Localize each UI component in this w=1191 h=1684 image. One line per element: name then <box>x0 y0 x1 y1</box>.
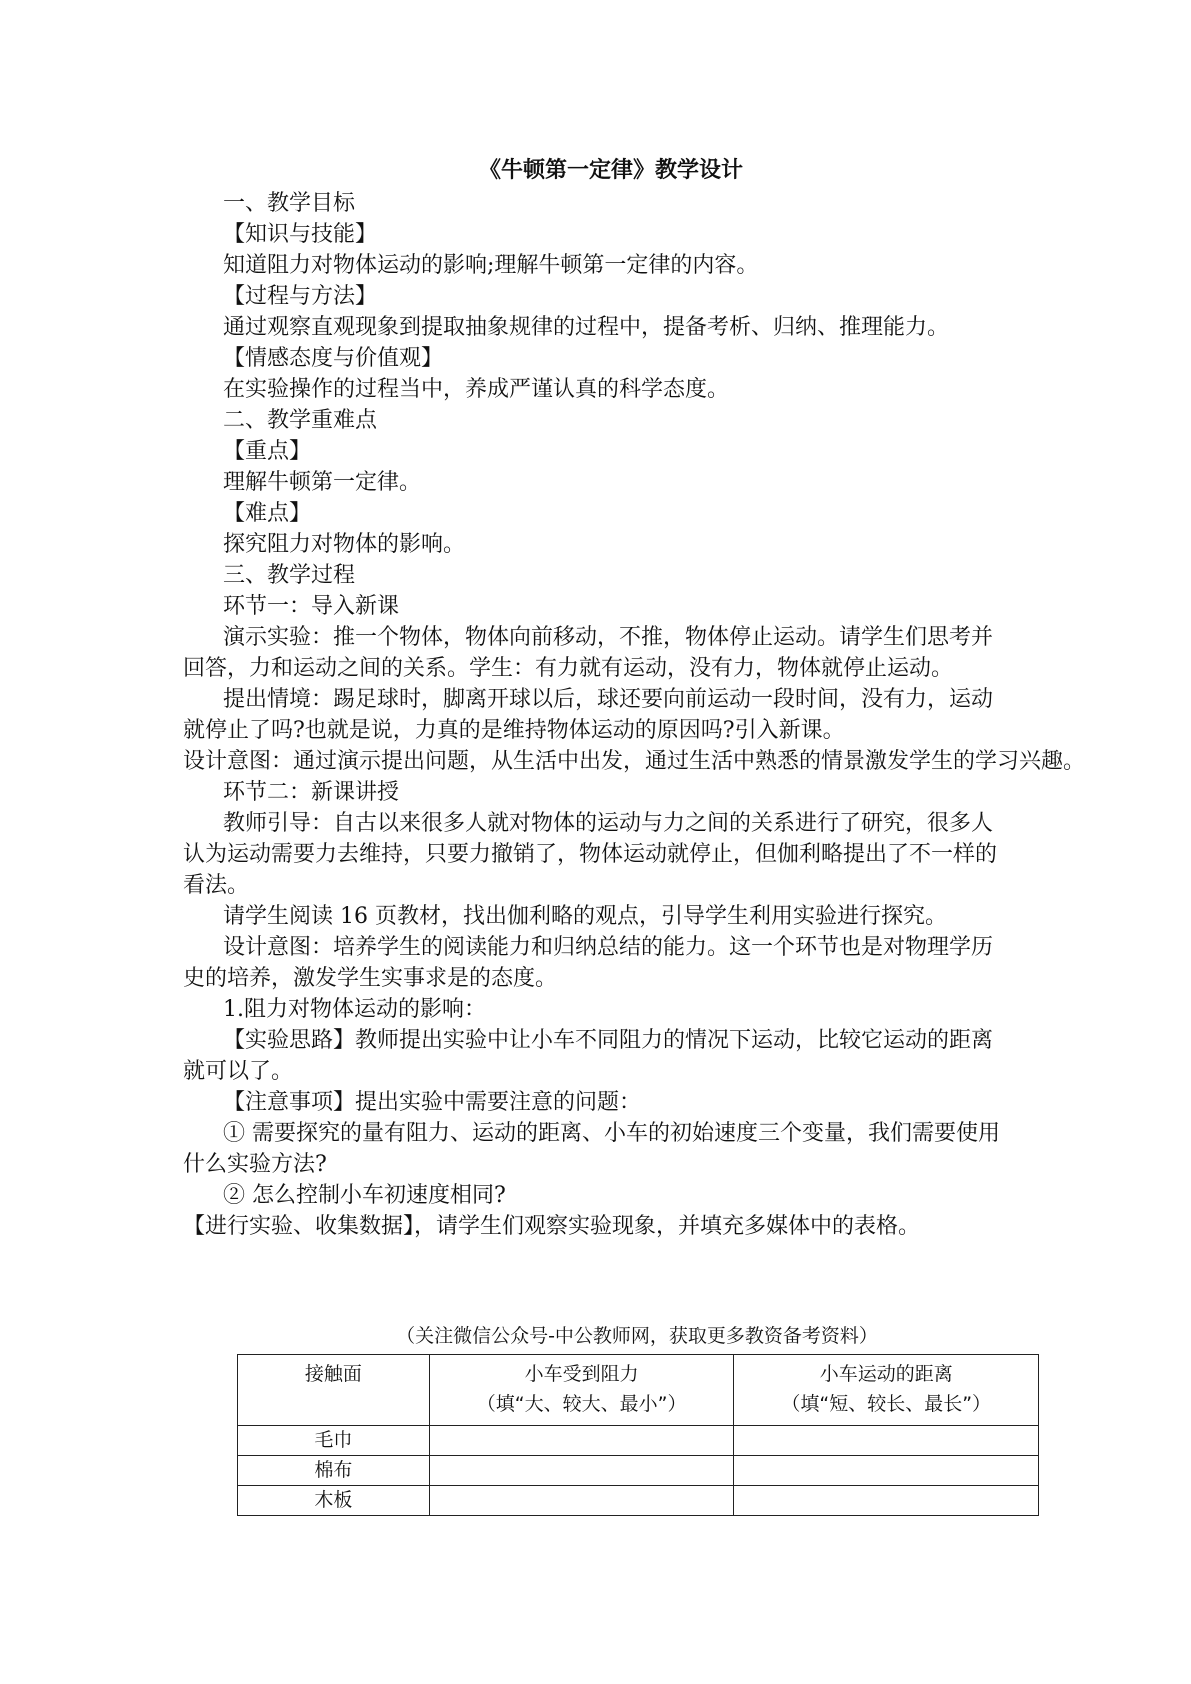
surface-cell: 棉布 <box>238 1456 430 1486</box>
content-line: 通过观察直观现象到提取抽象规律的过程中，提备考析、归纳、推理能力。 <box>223 315 950 340</box>
content-line: 设计意图：通过演示提出问题，从生活中出发，通过生活中熟悉的情景激发学生的学习兴趣。 <box>183 749 1086 774</box>
header-friction <box>429 1355 734 1426</box>
content-line: 【实验思路】教师提出实验中让小车不同阻力的情况下运动，比较它运动的距离就可以了。 <box>183 1028 994 1084</box>
content-line: 【重点】 <box>223 439 312 464</box>
document-title: 《牛顿第一定律》教学设计 <box>478 157 743 183</box>
table-body <box>238 1426 1039 1516</box>
table-header-row <box>238 1355 1039 1426</box>
header-surface <box>238 1355 430 1426</box>
table-row <box>238 1486 1039 1516</box>
header-text-line: （填“大、较大、最小”） <box>476 1393 687 1415</box>
answer-cell[interactable] <box>734 1456 1039 1486</box>
content-line: 知道阻力对物体运动的影响;理解牛顿第一定律的内容。 <box>223 253 759 278</box>
content-line: ① 需要探究的量有阻力、运动的距离、小车的初始速度三个变量，我们需要使用什么实验方法? <box>183 1121 1000 1177</box>
content-line: 在实验操作的过程当中，养成严谨认真的科学态度。 <box>223 377 730 402</box>
surface-cell: 毛巾 <box>238 1426 430 1456</box>
experiment-table <box>237 1354 1039 1516</box>
table-row <box>238 1426 1039 1456</box>
content-line: 提出情境：踢足球时，脚离开球以后，球还要向前运动一段时间，没有力，运动就停止了吗?也就是说，力真的是维持物体运动的原因吗?引入新课。 <box>183 687 994 743</box>
answer-cell[interactable] <box>429 1486 734 1516</box>
header-text-line: （填“短、较长、最长”） <box>781 1393 992 1415</box>
content-line: 【进行实验、收集数据】，请学生们观察实验现象，并填充多媒体中的表格。 <box>183 1214 921 1239</box>
answer-cell[interactable] <box>734 1486 1039 1516</box>
content-line: 演示实验：推一个物体，物体向前移动，不推，物体停止运动。请学生们思考并回答，力和运动之间的关系。学生：有力就有运动，没有力，物体就停止运动。 <box>183 625 994 681</box>
content-line: 【情感态度与价值观】 <box>223 346 444 371</box>
content-line: 1.阻力对物体运动的影响： <box>223 997 486 1022</box>
content-line: 【过程与方法】 <box>223 284 378 309</box>
answer-cell[interactable] <box>429 1456 734 1486</box>
content-line: ② 怎么控制小车初速度相同? <box>223 1183 506 1208</box>
answer-cell[interactable] <box>429 1426 734 1456</box>
content-line: 请学生阅读 16 页教材，找出伽利略的观点，引导学生利用实验进行探究。 <box>223 904 947 929</box>
content-line: 环节一：导入新课 <box>223 594 400 619</box>
content-line: 一、教学目标 <box>223 191 356 216</box>
content-line: 【知识与技能】 <box>223 222 378 247</box>
header-text-line: 小车运动的距离 <box>819 1363 953 1385</box>
table-row <box>238 1456 1039 1486</box>
content-line: 探究阻力对物体的影响。 <box>223 532 466 557</box>
answer-cell[interactable] <box>734 1426 1039 1456</box>
content-line: 环节二：新课讲授 <box>223 780 400 805</box>
content-line: 设计意图：培养学生的阅读能力和归纳总结的能力。这一个环节也是对物理学历史的培养，激发学生实事求是的态度。 <box>183 935 994 991</box>
content-lines <box>183 188 1086 1242</box>
header-text-line: 接触面 <box>304 1363 362 1385</box>
content-line: 教师引导：自古以来很多人就对物体的运动与力之间的关系进行了研究，很多人认为运动需要力去维持，只要力撤销了，物体运动就停止，但伽利略提出了不一样的看法。 <box>183 811 998 898</box>
header-distance <box>734 1355 1039 1426</box>
content-line: 理解牛顿第一定律。 <box>223 470 422 495</box>
content-line: 三、教学过程 <box>223 563 356 588</box>
surface-cell: 木板 <box>238 1486 430 1516</box>
header-text-line: 小车受到阻力 <box>524 1363 639 1385</box>
wechat-note: （关注微信公众号-中公教师网，获取更多教资备考资料） <box>396 1325 878 1347</box>
document-body <box>183 155 1086 1242</box>
content-line: 二、教学重难点 <box>223 408 378 433</box>
content-line: 【注意事项】提出实验中需要注意的问题： <box>223 1090 642 1115</box>
content-line: 【难点】 <box>223 501 312 526</box>
